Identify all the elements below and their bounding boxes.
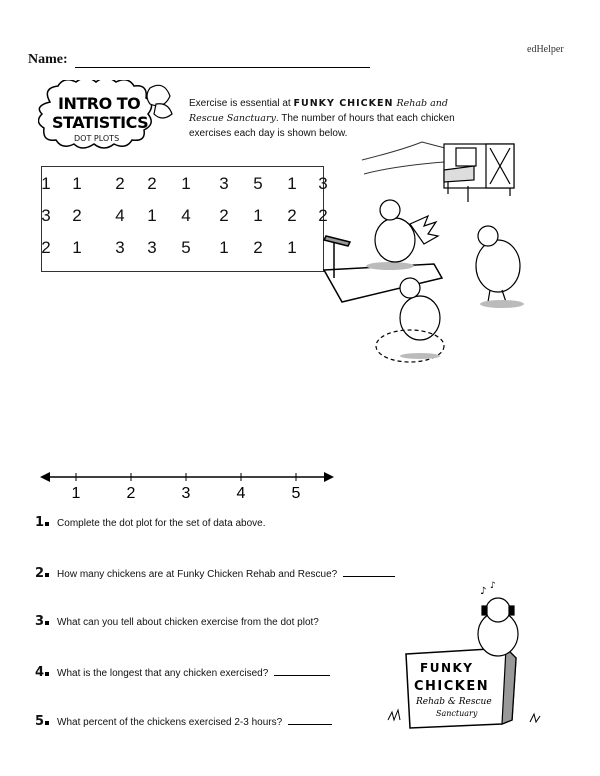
data-value: 1 <box>253 206 263 225</box>
data-value: 1 <box>72 174 82 193</box>
tick-label: 1 <box>71 485 81 502</box>
question-number: 3 <box>35 614 49 629</box>
question-number: 1 <box>35 515 49 530</box>
data-value: 2 <box>287 206 297 225</box>
logo-line1: INTRO TO <box>58 94 141 113</box>
answer-blank[interactable] <box>274 674 330 676</box>
question-1 <box>35 515 266 530</box>
chicken-coop-icon <box>444 144 514 202</box>
data-value: 1 <box>219 238 229 257</box>
data-value: 2 <box>318 206 328 225</box>
chickens-exercising-illustration <box>310 140 570 370</box>
question-text: Complete the dot plot for the set of data above. <box>57 518 266 529</box>
worksheet-logo <box>38 80 178 150</box>
data-value: 2 <box>72 206 82 225</box>
data-value: 1 <box>41 174 51 193</box>
tick-label: 5 <box>291 485 301 502</box>
data-value: 2 <box>147 174 157 193</box>
data-value: 1 <box>287 174 297 193</box>
right-arrow-icon <box>324 472 334 482</box>
logo-line2: STATISTICS <box>52 113 149 132</box>
data-row <box>41 174 328 204</box>
data-value: 2 <box>115 174 125 193</box>
question-number: 2 <box>35 566 49 581</box>
intro-text-2: . The number of hours that each chicken exercises each day is shown below. <box>189 113 455 139</box>
question-text: What is the longest that any chicken exercised? <box>57 668 269 679</box>
sign-line4: Sanctuary <box>436 709 478 718</box>
logo-line3: DOT PLOTS <box>74 134 120 143</box>
chicken-with-headphones-icon <box>478 581 518 656</box>
sign-stone-icon <box>406 648 516 728</box>
sign-line1: FUNKY <box>420 661 474 675</box>
answer-blank[interactable] <box>288 723 332 725</box>
data-value: 3 <box>219 174 229 193</box>
data-value: 1 <box>287 238 297 257</box>
data-row <box>42 238 323 268</box>
question-number: 4 <box>35 665 49 680</box>
data-value: 1 <box>181 174 191 193</box>
brand-label: edHelper <box>527 44 564 55</box>
funky-chicken-sign-illustration <box>380 580 570 740</box>
tick-label: 3 <box>181 485 191 502</box>
sign-line3: Rehab & Rescue <box>416 697 492 707</box>
question-text: How many chickens are at Funky Chicken Rehab and Rescue? <box>57 569 338 580</box>
answer-blank[interactable] <box>343 575 395 577</box>
data-value: 5 <box>181 238 191 257</box>
intro-text: Exercise is essential at <box>189 98 294 109</box>
data-value: 2 <box>253 238 263 257</box>
data-value: 3 <box>41 206 51 225</box>
data-table <box>41 166 328 272</box>
chicken-on-treadmill-icon <box>375 200 438 262</box>
sign-line2: CHICKEN <box>414 679 490 694</box>
data-value: 3 <box>147 238 157 257</box>
data-value: 5 <box>253 174 263 193</box>
sanctuary-name: Rehab and Rescue Sanctuary <box>189 98 448 124</box>
left-arrow-icon <box>40 472 50 482</box>
name-field[interactable] <box>75 66 370 68</box>
data-value: 2 <box>41 238 51 257</box>
question-text: What can you tell about chicken exercise from the dot plot? <box>57 617 319 628</box>
data-value: 1 <box>72 238 82 257</box>
music-note-icon-2: ♪ <box>490 581 496 591</box>
data-value: 3 <box>318 174 328 193</box>
question-4 <box>35 665 330 680</box>
data-row <box>41 206 328 236</box>
music-note-icon: ♪ <box>480 586 487 597</box>
funky-chicken-brand: FUNKY CHICKEN <box>293 98 394 109</box>
tick-label: 4 <box>236 485 246 502</box>
data-value: 3 <box>115 238 125 257</box>
question-number: 5 <box>35 714 49 729</box>
data-value: 1 <box>147 206 157 225</box>
question-2 <box>35 566 395 581</box>
intro-paragraph <box>189 96 479 141</box>
tick-label: 2 <box>126 485 136 502</box>
data-value: 2 <box>219 206 229 225</box>
question-text: What percent of the chickens exercised 2-3 hours? <box>57 717 283 728</box>
dot-plot-number-line[interactable] <box>38 468 338 508</box>
chicken-flexing-icon <box>476 226 524 308</box>
data-value: 4 <box>181 206 191 225</box>
question-5 <box>35 714 332 729</box>
question-3 <box>35 614 319 629</box>
name-label: Name: <box>28 52 68 67</box>
data-value: 4 <box>115 206 125 225</box>
